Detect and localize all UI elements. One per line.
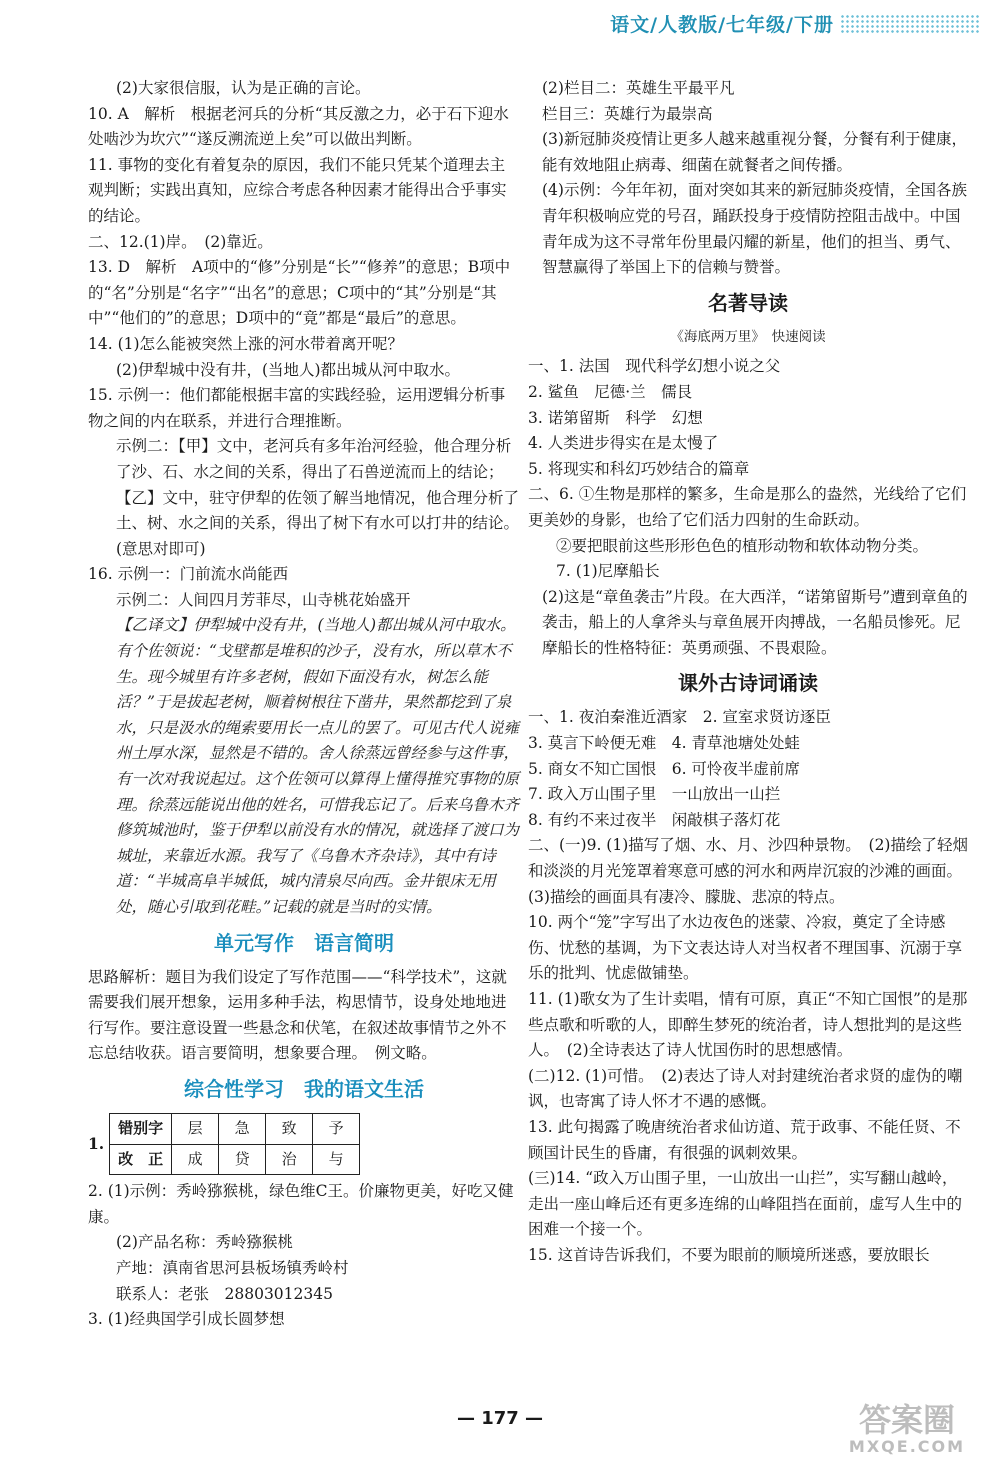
table-row: [110, 1144, 360, 1175]
header-dot-pattern: [840, 14, 980, 34]
header-title: 语文/人教版/七年级/下册: [610, 14, 834, 36]
list-item: 8. 有约不来过夜半 闲敲棋子落灯花: [528, 810, 781, 829]
list-item: 5. 商女不知亡国恨 6. 可怜夜半虚前席: [528, 759, 800, 778]
right-column: [528, 76, 968, 1269]
list-item: 7. (1)尼摩船长: [556, 562, 660, 581]
comprehensive-answers: [88, 1179, 520, 1333]
table-cell: 予: [313, 1113, 360, 1144]
list-item: 二、(一)9. (1)描写了烟、水、月、沙四种景物。 (2)描绘了轻烟和淡淡的月光笼罩着寒意可感的河水和两岸沉寂的沙滩的画面。 (3)描绘的画面具有凄冷、朦胧、悲凉的特点。: [528, 836, 970, 906]
table-cell: 致: [266, 1113, 313, 1144]
right-top-answers: [528, 76, 968, 281]
list-item: (2)这是“章鱼袭击”片段。在大西洋，“诺第留斯号”遭到章鱼的袭击，船上的人拿斧头与章鱼展开肉搏战，一名船员惨死。尼摩船长的性格特征：英勇顽强、不畏艰险。: [542, 587, 968, 657]
classics-section-title: 名著导读: [708, 290, 788, 315]
typo-table-row: [88, 1111, 520, 1179]
left-answers: [88, 76, 520, 921]
list-item: 一、1. 法国 现代科学幻想小说之父: [528, 357, 781, 376]
watermark-text: 答案圈: [858, 1401, 955, 1439]
list-item: 【乙译文】伊犁城中没有井，(当地人)都出城从河中取水。有个佐领说：“戈壁都是堆积的沙子，没有水，所以草木不生。现今城里有许多老树，假如下面没有水，树怎么能活？”于是拔起老树，顺着树根往下凿井，果然都挖到了泉水，只是汲水的绳索要用长一点儿的罢了。可见古代人说雍州土厚水深，显然是不错的。舍人徐蒸远曾经参与这件事，有一次对我说起过。这个佐领可以算得上懂得推究事物的原理。徐蒸远能说出他的姓名，可惜我忘记了。后来乌鲁木齐修筑城池时，鉴于伊犁以前没有水的情况，就选择了渡口为城址，来靠近水源。我写了《乌鲁木齐杂诗》，其中有诗道：“半城高阜半城低，城内清泉尽向西。金井银床无用处，随心引取到花畦。”记载的就是当时的实情。: [116, 616, 520, 916]
table-cell: 成: [172, 1144, 219, 1175]
list-item: 3. 诺第留斯 科学 幻想: [528, 408, 703, 427]
list-item: 示例二：人间四月芳菲尽，山寺桃花始盛开: [116, 590, 411, 609]
watermark-logo: [832, 1403, 982, 1459]
list-item: (2)栏目二：英雄生平最平凡: [542, 79, 735, 97]
list-item: (三)14. “政入万山围子里，一山放出一山拦”，实写翻山越岭，走出一座山峰后还有更多连绵的山峰阻挡在面前，虚写人生中的困难一个接一个。: [528, 1169, 963, 1239]
list-item: 一、1. 夜泊秦淮近酒家 2. 宣室求贤访逐臣: [528, 708, 831, 727]
list-item: 14. (1)怎么能被突然上涨的河水带着离开呢？: [88, 334, 404, 353]
list-item: 2. 鲨鱼 尼德·兰 儒艮: [528, 382, 693, 401]
classics-subtitle: 《海底两万里》 快速阅读: [670, 328, 826, 345]
typo-table: [109, 1113, 360, 1175]
list-item: 7. 政入万山围子里 一山放出一山拦: [528, 785, 781, 804]
table-cell: 层: [172, 1113, 219, 1144]
list-item: (二)12. (1)可惜。 (2)表达了诗人对封建统治者求贤的虚伪的嘲讽，也寄寓了诗人怀才不遇的感慨。: [528, 1066, 963, 1111]
list-item: 联系人：老张 28803012345: [116, 1284, 333, 1303]
list-item: (2)伊犁城中没有井，(当地人)都出城从河中取水。: [116, 360, 461, 379]
list-item: 10. 两个“笼”字写出了水边夜色的迷蒙、冷寂，奠定了全诗感伤、忧愁的基调，为下文表达诗人对当权者不理国事、沉溺于享乐的批判、忧虑做铺垫。: [528, 913, 963, 983]
list-item: 2. (1)示例：秀岭猕猴桃，绿色维C王。价廉物更美，好吃又健康。: [88, 1182, 514, 1226]
watermark-domain: MXQE.COM: [848, 1437, 966, 1456]
page-number: — 177 —: [456, 1408, 544, 1429]
list-item: (3)新冠肺炎疫情让更多人越来越重视分餐，分餐有利于健康，能有效地阻止病毒、细菌在就餐者之间传播。: [542, 130, 967, 174]
table-cell: 改 正: [110, 1144, 172, 1175]
list-item: 4. 人类进步得实在是太慢了: [528, 434, 719, 453]
typo-table-number: 1.: [88, 1134, 105, 1154]
list-item: 二、6. ①生物是那样的繁多，生命是那么的盎然，光线给了它们更美妙的身影，也给了它们活力四射的生命跃动。: [528, 485, 967, 529]
list-item: 16. 示例一：门前流水尚能西: [88, 565, 289, 584]
comprehensive-section-title: 综合性学习 我的语文生活: [184, 1076, 424, 1101]
table-cell: 贷: [219, 1144, 266, 1175]
list-item: 5. 将现实和科幻巧妙结合的篇章: [528, 459, 750, 478]
table-row: [110, 1113, 360, 1144]
table-cell: 与: [313, 1144, 360, 1175]
writing-section-title: 单元写作 语言简明: [214, 930, 394, 955]
poems-answers: [528, 705, 968, 1268]
list-item: 3. 莫言下岭便无难 4. 青草池塘处处蛙: [528, 734, 800, 753]
list-item: 二、12.(1)岸。 (2)靠近。: [88, 232, 273, 251]
list-item: (2)大家很信服，认为是正确的言论。: [116, 79, 371, 97]
left-column: [88, 76, 520, 1333]
list-item: ②要把眼前这些形形色色的植形动物和软体动物分类。: [556, 536, 929, 555]
list-item: 11. 事物的变化有着复杂的原因，我们不能只凭某个道理去主观判断；实践出真知，应综合考虑各种因素才能得出合乎事实的结论。: [88, 155, 507, 225]
classics-answers: [528, 354, 968, 661]
table-cell: 错别字: [110, 1113, 172, 1144]
table-cell: 治: [266, 1144, 313, 1175]
list-item: 10. A 解析 根据老河兵的分析“其反激之力，必于石下迎水处啮沙为坎穴”“遂反溯流逆上矣”可以做出判断。: [88, 104, 509, 149]
list-item: (2)产品名称：秀岭猕猴桃: [116, 1233, 293, 1252]
list-item: 3. (1)经典国学引成长圆梦想: [88, 1310, 285, 1329]
list-item: 13. 此句揭露了晚唐统治者求仙访道、荒于政事、不能任贤、不顾国计民生的昏庸，有很强的讽刺效果。: [528, 1117, 961, 1162]
table-cell: 急: [219, 1113, 266, 1144]
list-item: (4)示例：今年年初，面对突如其来的新冠肺炎疫情，全国各族青年积极响应党的号召，踊跃投身于疫情防控阻击战中。中国青年成为这不寻常年份里最闪耀的新星，他们的担当、勇气、智慧赢得了举国上下的信赖与赞誉。: [542, 181, 967, 277]
list-item: 13. D 解析 A项中的“修”分别是“长”“修养”的意思；B项中的“名”分别是“名字”“出名”的意思；C项中的“其”分别是“其中”“他们的”的意思；D项中的“竟”都是“最后”的意思。: [88, 258, 511, 328]
writing-text: 思路解析：题目为我们设定了写作范围——“科学技术”，这就需要我们展开想象，运用多种手法，构思情节，设身处地地进行写作。要注意设置一些悬念和伏笔，在叙述故事情节之外不忘总结收获。语言要简明，想象要合理。 例文略。: [88, 967, 507, 1063]
poems-section-title: 课外古诗词诵读: [678, 671, 818, 696]
list-item: 15. 示例一：他们都能根据丰富的实践经验，运用逻辑分析事物之间的内在联系，并进行合理推断。: [88, 386, 506, 430]
list-item: 产地：滇南省思河县板场镇秀岭村: [116, 1258, 349, 1277]
list-item: 15. 这首诗告诉我们，不要为眼前的顺境所迷惑，要放眼长: [528, 1245, 930, 1264]
list-item: 11. (1)歌女为了生计卖唱，情有可原，真正“不知亡国恨”的是那些点歌和听歌的人，即醉生梦死的统治者，诗人想批判的是这些人。 (2)全诗表达了诗人忧国伤时的思想感情。: [528, 990, 968, 1060]
list-item: 示例二：【甲】文中，老河兵有多年治河经验，他合理分析了沙、石、水之间的关系，得出了石兽逆流而上的结论；【乙】文中，驻守伊犁的佐领了解当地情况，他合理分析了土、树、水之间的关系，得出了树下有水可以打井的结论。(意思对即可): [116, 437, 520, 558]
page-header: [610, 10, 980, 37]
list-item: 栏目三：英雄行为最崇高: [542, 104, 713, 123]
